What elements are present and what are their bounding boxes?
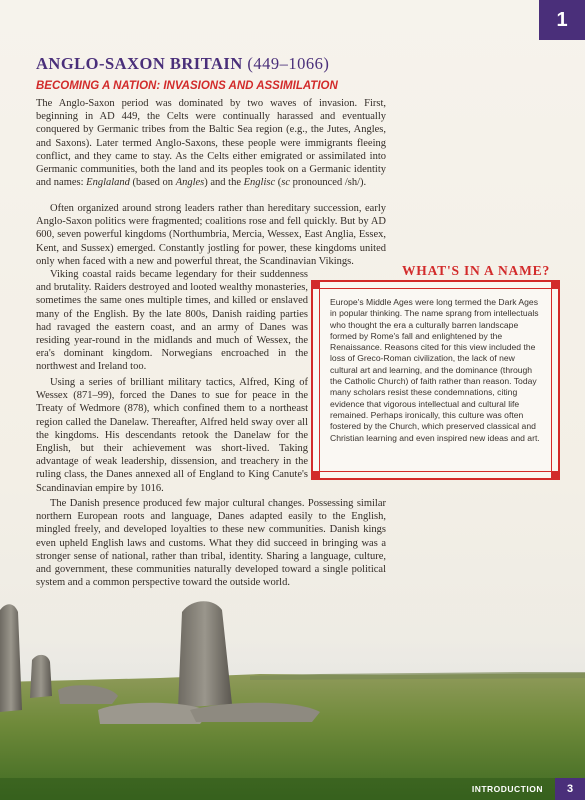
title-text: ANGLO-SAXON BRITAIN — [36, 54, 243, 73]
sidebar-box — [311, 280, 560, 480]
section-subtitle: BECOMING A NATION: INVASIONS AND ASSIMILATION — [36, 80, 338, 92]
page-number: 3 — [555, 778, 585, 800]
sidebar-inner-frame — [319, 288, 552, 472]
page-footer — [0, 778, 585, 800]
footer-section-label: INTRODUCTION — [471, 784, 543, 794]
corner-ornament — [551, 280, 560, 289]
corner-ornament — [551, 471, 560, 480]
paragraph-4: Using a series of brilliant military tactics, Alfred, King of Wessex (871–99), forced the Danes to sue for peace in the Treaty of Wedmore (878), which confined them to a northeast region called the Danelaw. Thereafter, Alfred held sway over all the kingdoms. His descendants retook the Danelaw for the English, but their achievement was short-lived. Taking advantage of weak leadership, dissension, and treachery in the ruling class, the Danes annexed all of England to King Canute's Scandinavian empire by 1016. — [36, 377, 308, 494]
page-title — [36, 54, 329, 74]
chapter-tab — [539, 0, 585, 40]
sidebar-text: Europe's Middle Ages were long termed the Dark Ages in popular thinking. The name sprang from intellectuals who thought the era a culturally barren landscape formed by Rome's fall and enlightened by the Renaissance. Reasons cited for this view included the loss of Greco-Roman civilization, the lack of new cultural art and learning, and the dominance (through the Catholic Church) of faith rather than reason. Today many scholars resist these condemnations, citing evidence that vigorous intellectual and cultural life remained. Perhaps ironically, this culture was often fostered by the Church, which preserved classical and Christian learning and even inspired new ideas and art. — [330, 297, 540, 443]
paragraph-1: The Anglo-Saxon period was dominated by two waves of invasion. First, beginning in AD 449, the Celts were continually harassed and eventually conquered by Germanic tribes from the Baltic Sea region (e.g., the Jutes, Angles, and Saxons). Later termed Anglo-Saxons, these people were immigrants fleeing conflict, and they came to stay. As the Celts either emigrated or assimilated into Germanic communities, both the land and its peoples took on a Germanic identity and names: Englaland (based on Angles) and the Englisc (sc pronounced /sh/). — [36, 98, 386, 189]
paragraph-3: Viking coastal raids became legendary for their suddenness and brutality. Raiders destroyed and looted wealthy monasteries, sometimes the same ones multiple times, and killed or enslaved many of the English. By the late 800s, Danish raiding parties had ravaged the eastern coast, and an army of Danes was residing year-round in the midlands and much of Wessex, the era's dominant kingdom. Norwegians encroached in the northwest and Ireland too. — [36, 269, 308, 373]
title-years: (449–1066) — [247, 54, 330, 73]
standing-stone-small — [30, 655, 52, 698]
paragraph-2: Often organized around strong leaders rather than hereditary succession, early Anglo-Saxon politics were fragmented; coalitions rose and fell quickly. But by AD 600, seven powerful kingdoms (Northumbria, Mercia, Wessex, East Anglia, Essex, Kent, and Sussex) emerged. Constantly jostling for power, these kingdoms united only when faced with a new and powerful threat, the Scandinavian Vikings. — [36, 203, 386, 267]
paragraph-5: The Danish presence produced few major cultural changes. Possessing similar northern European roots and language, Danes adapted easily to the English, mingled freely, and developed loyalties to these new communities. Danish kings even upheld English laws and customs. What they did succeed in bringing was a stronger sense of national, rather than tribal, identity. Sharing a language, culture, and government, these communities naturally developed toward a single political system and a common perspective toward the outside world. — [36, 498, 386, 589]
stonehenge-photo — [0, 600, 585, 800]
sidebar-heading: WHAT'S IN A NAME? — [402, 263, 550, 278]
chapter-number: 1 — [556, 8, 568, 31]
corner-ornament — [311, 471, 320, 480]
corner-ornament — [311, 280, 320, 289]
